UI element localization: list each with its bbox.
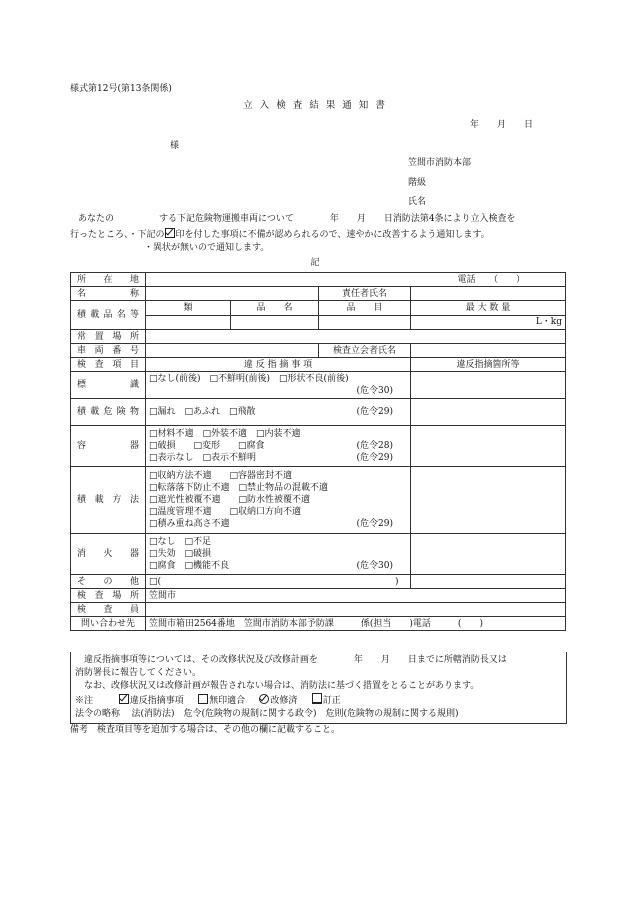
inspection-form-table [70, 272, 566, 631]
legend-corrected: 訂正 [322, 696, 341, 706]
check-mark-icon [119, 694, 129, 704]
loading-label: 積載方法 [71, 467, 146, 534]
empty-box-icon [198, 694, 208, 704]
notes-box [70, 652, 567, 724]
intro-line-2a: 行ったところ、・下記の [70, 230, 165, 240]
intro-line-2 [70, 228, 490, 241]
cargo-class-field[interactable] [146, 315, 231, 330]
document-title: 立 入 検 査 結 果 通 知 書 [243, 100, 387, 111]
inspection-place-label: 検査場所 [71, 589, 146, 603]
hazard-label: 積載危険物 [71, 399, 146, 426]
sign-label: 標識 [71, 372, 146, 399]
parking-label: 常置場所 [71, 330, 146, 344]
sender-rank: 階級 [408, 178, 427, 188]
sign-checks[interactable]: □なし(前後) □不鮮明(前後) □形状不良(前後) (危令30) [146, 372, 411, 399]
vehicle-number-field[interactable] [146, 344, 319, 358]
cargo-name-field[interactable] [231, 315, 319, 330]
notes-para-2: なお、改修状況又は改修計画が報告されない場合は、消防法に基づく措置をとることがあります。 [75, 681, 480, 691]
fire-extinguisher-checks[interactable]: □なし □不足 □失効 □破損 □腐食 □機能不良 (危令30) [146, 534, 411, 575]
cargo-item-field[interactable] [319, 315, 411, 330]
intro-line-2b: 印を付した事項に不備が認められるので、速やかに改善するよう通知します。 [175, 230, 490, 240]
cargo-qty-field[interactable]: L・kg [411, 315, 566, 330]
container-location-field[interactable] [411, 426, 566, 467]
remark: 備考 検査項目等を追加する場合は、その他の欄に記載すること。 [70, 725, 341, 735]
name-field[interactable] [146, 287, 319, 301]
other-label: その他 [71, 575, 146, 589]
sign-location-field[interactable] [411, 372, 566, 399]
intro-line-1: あなたの する下記危険物運搬車両について 年 月 日消防法第4条により立入検査を [78, 214, 516, 224]
notes-para-1: 違反指摘事項等については、その改修状況及び改修計画を 年 月 日までに所轄消防長又は [75, 655, 507, 665]
witness-field[interactable] [411, 344, 566, 358]
inspector-field[interactable] [146, 603, 566, 617]
sender-name: 氏名 [408, 197, 427, 207]
phone-field[interactable]: 電話 （ ） [146, 273, 566, 287]
col-location-header: 違反指摘箇所等 [411, 358, 566, 372]
other-field[interactable]: □( ) [146, 575, 411, 589]
responsible-field[interactable] [411, 287, 566, 301]
inspection-place-field[interactable]: 笠間市 [146, 589, 566, 603]
cargo-header-class: 類 [146, 301, 231, 316]
notes-legend [75, 693, 562, 708]
col-item-header: 検査項目 [71, 358, 146, 372]
col-violation-header: 違 反 指 摘 事 項 [146, 358, 411, 372]
notes-para-1b: 消防署長に報告してください。 [75, 668, 202, 678]
legend-label: ※注 [75, 696, 94, 706]
hazard-location-field[interactable] [411, 399, 566, 426]
cargo-header-max-qty: 最 大 数 量 [411, 301, 566, 316]
legend-fixed: 改修済 [270, 696, 298, 706]
legend-violation: 違反指摘事項 [129, 696, 184, 706]
contact-label: 問い合わせ先 [71, 617, 146, 631]
fire-extinguisher-location-field[interactable] [411, 534, 566, 575]
date-line: 年 月 日 [470, 120, 534, 130]
loading-checks[interactable]: □収納方法不適 □容器密封不適 □転落落下防止不適 □禁止物品の混載不適 □遮光性被覆不適 □防水性被覆不適 □温度管理不適 □収納口方向不適 □積み重ね高さ不適 (危令29) [146, 467, 411, 534]
loading-location-field[interactable] [411, 467, 566, 534]
law-label: 法令の略称 [75, 709, 121, 719]
parking-field[interactable] [146, 330, 566, 344]
contact-field: 笠間市箱田2564番地 笠間市消防本部予防課 係(担当 )電話 ( ) [146, 617, 566, 631]
hazard-checks[interactable]: □漏れ □あふれ □飛散 (危令29) [146, 399, 411, 426]
corrected-box-icon [312, 693, 322, 704]
cargo-header-item: 品 目 [319, 301, 411, 316]
inspector-label: 検査員 [71, 603, 146, 617]
container-label: 容器 [71, 426, 146, 467]
sender-org: 笠間市消防本部 [408, 158, 472, 168]
addressee-suffix: 様 [170, 141, 180, 151]
check-mark-icon [259, 694, 269, 704]
ki-heading: 記 [310, 258, 320, 268]
other-location-field[interactable] [411, 575, 566, 589]
responsible-label: 責任者氏名 [319, 287, 411, 301]
cargo-header-name: 品 名 [231, 301, 319, 316]
witness-label: 検査立会者氏名 [319, 344, 411, 358]
check-mark-icon [165, 228, 175, 238]
name-label: 名称 [71, 287, 146, 301]
notes-law [75, 708, 562, 721]
vehicle-number-label: 車両番号 [71, 344, 146, 358]
fire-extinguisher-label: 消火器 [71, 534, 146, 575]
cargo-label: 積載品名等 [71, 301, 146, 330]
location-label: 所在地 [71, 273, 146, 287]
legend-unmarked: 無印適合 [209, 696, 246, 706]
container-checks[interactable]: □材料不適 □外装不適 □内装不適 □破損 □変形 □腐食 (危令28) □表示なし □表示不鮮明 (危令29) [146, 426, 411, 467]
law-abbrev: 法(消防法) 危令(危険物の規制に関する政令) 危則(危険物の規制に関する規則) [131, 709, 459, 719]
form-number: 様式第12号(第13条関係) [70, 84, 172, 94]
intro-line-3: ・異状が無いので通知します。 [144, 243, 270, 253]
